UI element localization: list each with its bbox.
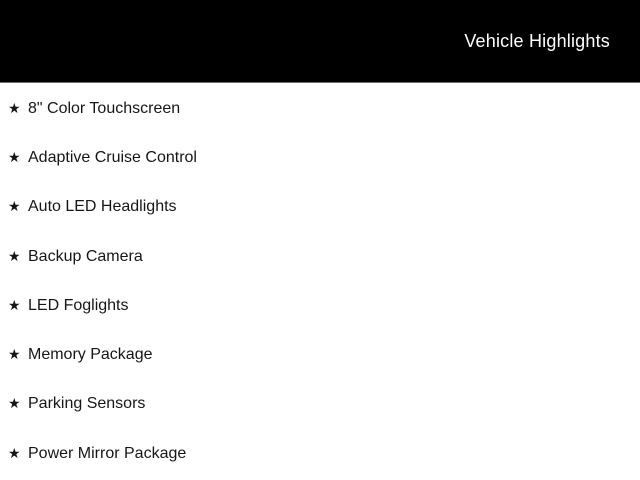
- list-item: [0, 183, 640, 232]
- star-icon: ★: [8, 347, 21, 364]
- highlight-label: Parking Sensors: [28, 395, 146, 413]
- list-item: [0, 281, 640, 330]
- star-icon: ★: [8, 396, 21, 413]
- list-item: [0, 380, 640, 429]
- star-icon: ★: [8, 297, 21, 314]
- header-bar: [0, 0, 640, 83]
- list-item: [0, 429, 640, 478]
- highlight-label: Backup Camera: [28, 247, 143, 265]
- star-icon: ★: [8, 445, 21, 462]
- highlight-label: Adaptive Cruise Control: [28, 148, 197, 166]
- list-item: [0, 133, 640, 182]
- star-icon: ★: [8, 100, 21, 117]
- vehicle-highlights-list: [0, 83, 640, 478]
- star-icon: ★: [8, 248, 21, 265]
- page-title: Vehicle Highlights: [464, 30, 610, 51]
- list-item: [0, 84, 640, 133]
- star-icon: ★: [8, 199, 21, 216]
- highlight-label: Power Mirror Package: [28, 444, 187, 462]
- list-item: [0, 330, 640, 379]
- star-icon: ★: [8, 149, 21, 166]
- highlight-label: 8" Color Touchscreen: [28, 99, 181, 117]
- highlight-label: Memory Package: [28, 346, 153, 364]
- highlight-label: Auto LED Headlights: [28, 198, 177, 216]
- highlight-label: LED Foglights: [28, 296, 129, 314]
- list-item: [0, 232, 640, 281]
